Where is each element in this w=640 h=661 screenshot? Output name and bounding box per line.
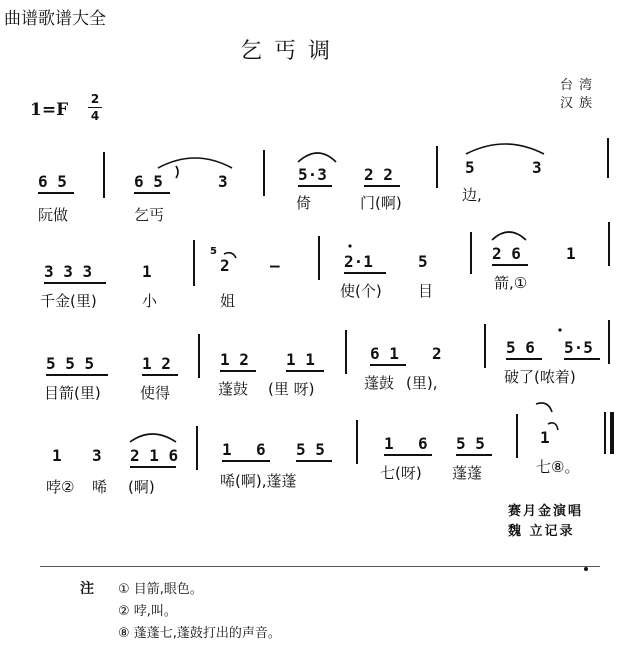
site-name: 曲谱歌谱大全 — [4, 9, 106, 29]
note-group: 5 5 5 — [46, 354, 95, 373]
lyric: 唏(啊),蓬蓬 — [220, 472, 297, 490]
note: 3 — [532, 158, 542, 177]
lyric: 姐 — [220, 292, 236, 310]
footnote-3: ⑧ 蓬蓬七,蓬鼓打出的声音。 — [118, 626, 281, 641]
note: 1 — [540, 428, 550, 447]
lyric: 倚 — [296, 194, 312, 212]
note-group: 6 5 — [134, 172, 163, 191]
footnote-label: 注 — [80, 581, 94, 597]
recorder-credit: 魏 立记录 — [508, 524, 575, 539]
note: 3 — [92, 446, 102, 465]
lyric: 破了(哝着) — [504, 368, 576, 386]
note: 2 — [220, 256, 230, 275]
lyric: 目 — [418, 282, 434, 300]
note-group: 6 5 — [38, 172, 67, 191]
footnote-divider — [40, 566, 600, 567]
meter-bottom: 4 — [90, 109, 100, 123]
note-group: 5 6 — [506, 338, 535, 357]
note: 6 — [418, 434, 428, 453]
footnote-1: ① 目箭,眼色。 — [118, 582, 203, 597]
lyric: (里 呀) — [268, 380, 315, 398]
note-group: 5·5 — [564, 338, 593, 357]
note: 1 — [222, 440, 232, 459]
note-group: 2·1 — [344, 252, 373, 271]
note: 1 — [566, 244, 576, 263]
note-group: 5 5 — [296, 440, 325, 459]
note-group: 1 2 — [220, 350, 249, 369]
lyric: (啊) — [128, 478, 155, 496]
lyric: 蓬鼓 — [364, 374, 395, 392]
lyric: 边, — [462, 186, 482, 204]
lyric: 使(个) — [340, 282, 382, 300]
lyric: 乞丐 — [134, 206, 165, 224]
note: 3 — [218, 172, 228, 191]
note-group: 2 1 6 — [130, 446, 179, 465]
lyric: 七⑧。 — [536, 458, 580, 476]
grace-note: 5 — [210, 246, 217, 257]
lyric: 唏 — [92, 478, 108, 496]
footnote-2: ② 哱,叫。 — [118, 604, 177, 619]
note: 5 — [465, 158, 475, 177]
note: 6 — [256, 440, 266, 459]
lyric: 千金(里) — [40, 292, 97, 310]
key-signature: 1=F — [30, 100, 69, 120]
note-group: 5 5 — [456, 434, 485, 453]
origin-region: 台湾 — [560, 78, 599, 93]
note-group: 2 6 — [492, 244, 521, 263]
song-title: 乞丐调 — [240, 39, 343, 64]
lyric: 使得 — [140, 384, 171, 402]
lyric: 哱② — [46, 478, 75, 496]
singer-credit: 赛月金演唱 — [508, 504, 584, 519]
origin-ethnicity: 汉族 — [560, 96, 599, 111]
dash: — — [270, 256, 280, 275]
lyric: 阮做 — [38, 206, 69, 224]
lyric: 蓬蓬 — [452, 464, 483, 482]
note-group: 2 2 — [364, 165, 393, 184]
lyric: 七(呀) — [380, 464, 422, 482]
lyric: 蓬鼓 — [218, 380, 249, 398]
note: 1 — [384, 434, 394, 453]
note-group: 3 3 3 — [44, 262, 93, 281]
note-group: 6 1 — [370, 344, 399, 363]
note: 1 — [142, 262, 152, 281]
lyric: 目箭(里) — [44, 384, 101, 402]
meter-top: 2 — [90, 92, 100, 106]
note: 5 — [418, 252, 428, 271]
lyric: 门(啊) — [360, 194, 402, 212]
lyric: 小 — [142, 292, 158, 310]
note-group: 5·3 — [298, 165, 327, 184]
note-group: 1 2 — [142, 354, 171, 373]
lyric: (里), — [406, 374, 438, 392]
lyric: 箭,① — [494, 274, 528, 292]
note-group: 1 1 — [286, 350, 315, 369]
note: 1 — [52, 446, 62, 465]
note: 2 — [432, 344, 442, 363]
